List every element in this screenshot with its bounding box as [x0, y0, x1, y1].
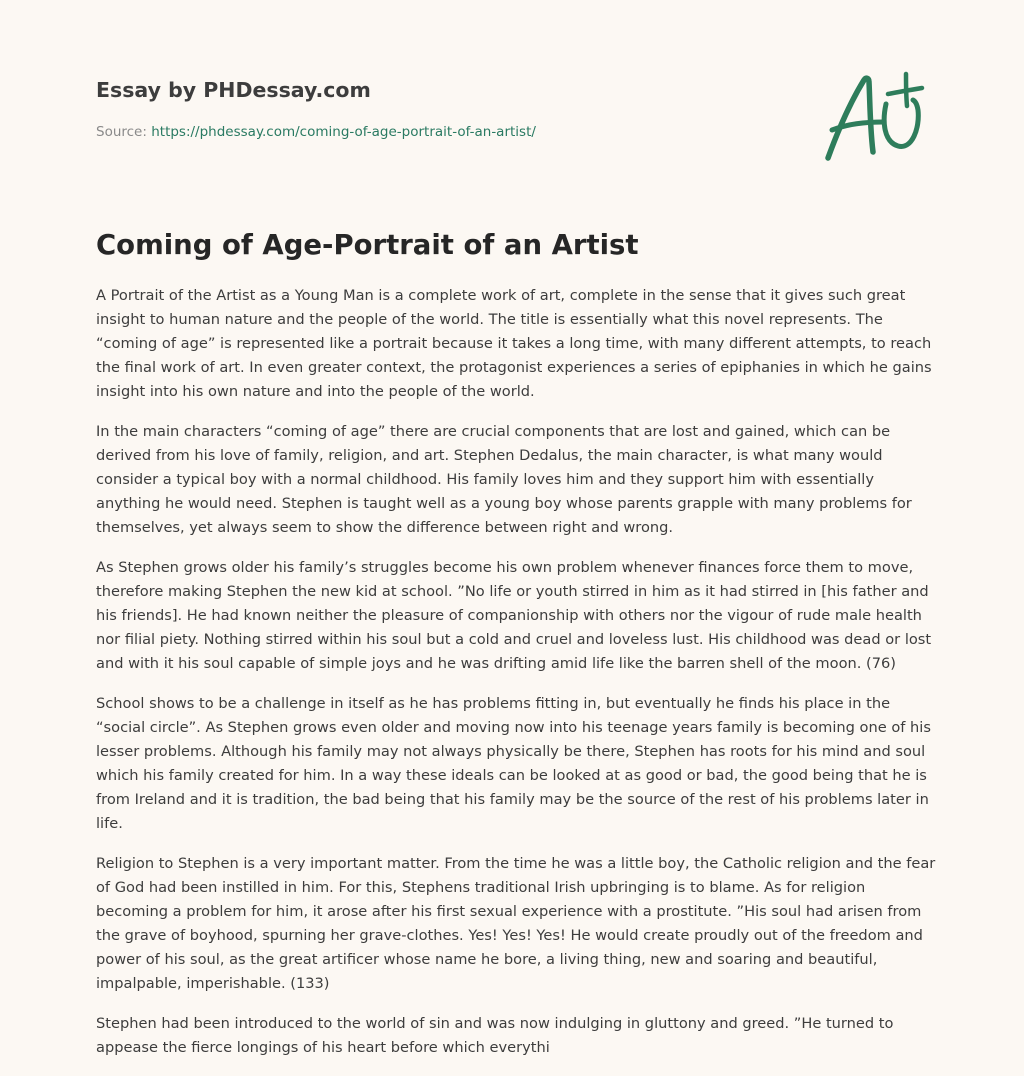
- essay-paragraph: A Portrait of the Artist as a Young Man is a complete work of art, complete in the sense that it gives such great insight to human nature and the people of the world. The title is essentially what this novel represents. The “coming of age” is represented like a portrait because it takes a long time, with many different attempts, to reach the final work of art. In even greater context, the protagonist experiences a series of epiphanies in which he gains insight into his own nature and into the people of the world.: [96, 287, 932, 400]
- essay-paragraph: Stephen had been introduced to the world of sin and was now indulging in gluttony and greed. ”He turned to appease the fierce longings of his heart before which everythi: [96, 1015, 894, 1056]
- site-brand: Essay by PHDessay.com: [96, 78, 371, 102]
- essay-paragraph: Religion to Stephen is a very important matter. From the time he was a little boy, the Catholic religion and the fear of God had been instilled in him. For this, Stephens traditional Irish upbringing is to blame. As for religion becoming a problem for him, it arose after his first sexual experience with a prostitute. ”His soul had arisen from the grave of boyhood, spurning her grave-clothes. Yes! Yes! Yes! He would create proudly out of the freedom and power of his soul, as the great artificer whose name he bore, a living thing, new and soaring and beautiful, impalpable, imperishable. (133): [96, 855, 936, 992]
- essay-header: [96, 76, 796, 142]
- source-link[interactable]: https://phdessay.com/coming-of-age-portrait-of-an-artist/: [151, 124, 536, 140]
- source-label: Source:: [96, 124, 152, 140]
- essay-paragraph: In the main characters “coming of age” there are crucial components that are lost and gained, which can be derived from his love of family, religion, and art. Stephen Dedalus, the main character, is what many would consider a typical boy with a normal childhood. His family loves him and they support him with essentially anything he would need. Stephen is taught well as a young boy whose parents grapple with many problems for themselves, yet always seem to show the difference between right and wrong.: [96, 423, 912, 536]
- essay-paragraph: School shows to be a challenge in itself as he has problems fitting in, but eventually he finds his place in the “social circle”. As Stephen grows even older and moving now into his teenage years family is becoming one of his lesser problems. Although his family may not always physically be there, Stephen has roots for his mind and soul which his family created for him. In a way these ideals can be looked at as good or bad, the good being that he is from Ireland and it is tradition, the bad being that his family may be the source of the rest of his problems later in life.: [96, 695, 931, 832]
- a-plus-grade-logo-icon: [818, 66, 930, 166]
- essay-paragraph: As Stephen grows older his family’s struggles become his own problem whenever finances force them to move, therefore making Stephen the new kid at school. ”No life or youth stirred in him as it had stirred in [his father and his friends]. He had known neither the pleasure of companionship with others nor the vigour of rude male health nor filial piety. Nothing stirred within his soul but a cold and cruel and loveless lust. His childhood was dead or lost and with it his soul capable of simple joys and he was drifting amid life like the barren shell of the moon. (76): [96, 559, 932, 672]
- source-line: [96, 122, 796, 142]
- essay-title: Coming of Age-Portrait of an Artist: [96, 229, 639, 261]
- essay-body: [96, 284, 936, 1060]
